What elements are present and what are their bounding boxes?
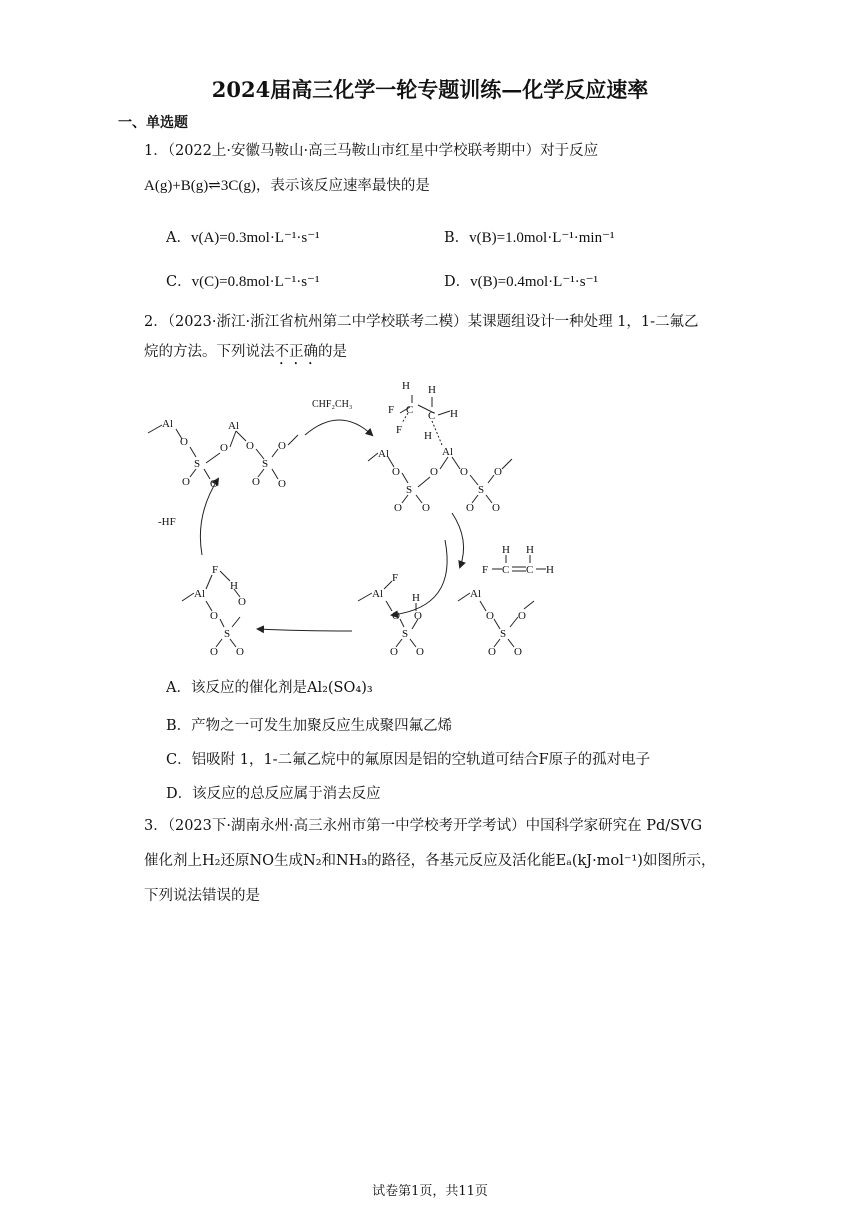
svg-text:O: O xyxy=(494,466,502,478)
option-text: v(B)=0.4mol·L⁻¹·s⁻¹ xyxy=(470,274,598,290)
q1-option-b[interactable] xyxy=(444,226,615,247)
svg-text:O: O xyxy=(246,440,254,452)
svg-text:Al: Al xyxy=(470,588,481,600)
svg-text:O: O xyxy=(236,646,244,658)
svg-text:O: O xyxy=(220,442,228,454)
option-label: A． xyxy=(166,230,191,246)
svg-text:S: S xyxy=(224,628,231,640)
option-text: 产物之一可发生加聚反应生成聚四氟乙烯 xyxy=(191,718,453,734)
svg-text:O: O xyxy=(514,646,522,658)
q2-number: 2． xyxy=(144,314,168,330)
q2-stem-line1 xyxy=(144,312,699,332)
minus-hf-label: -HF xyxy=(158,516,176,528)
svg-text:F: F xyxy=(392,572,399,584)
q1-stem-line1 xyxy=(144,141,598,161)
svg-text:Al: Al xyxy=(372,588,383,600)
svg-text:H: H xyxy=(402,380,410,392)
svg-text:O: O xyxy=(416,646,424,658)
svg-text:S: S xyxy=(402,628,409,640)
svg-text:S: S xyxy=(500,628,507,640)
q3-stem-line2: 催化剂上H₂还原NO生成N₂和NH₃的路径，各基元反应及活化能Eₐ(kJ·mol⁻¹)如图所示， xyxy=(144,853,716,869)
q2-option-c[interactable] xyxy=(166,748,650,769)
svg-text:O: O xyxy=(238,596,246,608)
q2-option-d[interactable] xyxy=(166,782,381,803)
q2-emphasis: 不正确 xyxy=(274,344,318,360)
svg-text:C: C xyxy=(526,564,534,576)
q1-reaction: A(g)+B(g)⇌3C(g) xyxy=(144,178,256,194)
svg-text:H: H xyxy=(230,580,238,592)
svg-text:O: O xyxy=(486,610,494,622)
q3-stem-line1 xyxy=(144,816,702,836)
diagram-atom-labels xyxy=(158,380,554,658)
q1-source: （2022上·安徽马鞍山·高三马鞍山市红星中学校联考期中）对于反应 xyxy=(167,143,599,159)
svg-text:H: H xyxy=(450,408,458,420)
svg-text:O: O xyxy=(278,440,286,452)
q2-stem-line2 xyxy=(144,342,347,368)
svg-text:O: O xyxy=(180,436,188,448)
svg-text:H: H xyxy=(526,544,534,556)
svg-text:O: O xyxy=(414,610,422,622)
option-label: B． xyxy=(166,718,192,734)
option-text: 该反应的催化剂是Al₂(SO₄)₃ xyxy=(190,680,373,696)
option-text: 铝吸附 1，1-二氟乙烷中的氟原因是铝的空轨道可结合F原子的孤对电子 xyxy=(191,752,651,768)
q3-number: 3． xyxy=(144,818,168,834)
catalytic-cycle-diagram xyxy=(140,375,570,660)
svg-text:O: O xyxy=(492,502,500,514)
svg-text:H: H xyxy=(546,564,554,576)
q1-number: 1． xyxy=(144,143,168,159)
svg-text:O: O xyxy=(390,646,398,658)
svg-text:O: O xyxy=(430,466,438,478)
svg-text:O: O xyxy=(460,466,468,478)
option-label: B． xyxy=(444,230,470,246)
svg-text:O: O xyxy=(466,502,474,514)
svg-text:O: O xyxy=(422,502,430,514)
svg-text:Al: Al xyxy=(442,446,453,458)
svg-text:O: O xyxy=(182,476,190,488)
svg-text:S: S xyxy=(262,458,269,470)
option-text: v(B)=1.0mol·L⁻¹·min⁻¹ xyxy=(469,230,615,246)
svg-text:H: H xyxy=(424,430,432,442)
svg-text:O: O xyxy=(210,610,218,622)
option-text: 该反应的总反应属于消去反应 xyxy=(192,786,381,802)
svg-text:F: F xyxy=(212,564,219,576)
svg-text:Al: Al xyxy=(378,448,389,460)
q1-option-d[interactable] xyxy=(444,270,598,291)
svg-text:O: O xyxy=(394,502,402,514)
svg-text:H: H xyxy=(502,544,510,556)
svg-text:O: O xyxy=(210,646,218,658)
option-text: v(C)=0.8mol·L⁻¹·s⁻¹ xyxy=(191,274,320,290)
svg-text:Al: Al xyxy=(228,420,239,432)
svg-text:H: H xyxy=(428,384,436,396)
svg-text:O: O xyxy=(210,478,218,490)
svg-text:F: F xyxy=(482,564,489,576)
q1-option-a[interactable] xyxy=(166,226,320,247)
q2-option-a[interactable] xyxy=(166,676,373,697)
svg-text:O: O xyxy=(392,466,400,478)
svg-text:F: F xyxy=(388,404,395,416)
q2-source: （2023·浙江·浙江省杭州第二中学校联考二模）某课题组设计一种处理 1，1-二氟乙 xyxy=(167,314,699,330)
q3-stem-line3: 下列说法错误的是 xyxy=(144,888,260,904)
svg-text:F: F xyxy=(396,424,403,436)
q2-stem-text: 烷的方法。下列说法 xyxy=(144,344,275,360)
svg-text:O: O xyxy=(518,610,526,622)
svg-text:O: O xyxy=(252,476,260,488)
option-label: A． xyxy=(166,680,191,696)
option-label: D． xyxy=(166,786,193,802)
svg-text:C: C xyxy=(406,404,414,416)
q2-option-b[interactable] xyxy=(166,714,452,735)
q1-stem: ，表示该反应速率最快的是 xyxy=(255,178,430,194)
option-label: D． xyxy=(444,274,471,290)
svg-text:C: C xyxy=(428,410,436,422)
svg-text:S: S xyxy=(406,484,413,496)
reagent-label: CHF₂CH₃ xyxy=(312,399,353,410)
q3-source: （2023下·湖南永州·高三永州市第一中学校考开学考试）中国科学家研究在 Pd/SVG xyxy=(167,818,703,834)
page-title: 2024届高三化学一轮专题训练—化学反应速率 xyxy=(211,77,649,102)
option-label: C． xyxy=(166,274,192,290)
svg-text:Al: Al xyxy=(194,588,205,600)
option-label: C． xyxy=(166,752,192,768)
section-heading: 一、单选题 xyxy=(118,115,188,131)
q1-stem-line2 xyxy=(144,176,430,196)
svg-text:O: O xyxy=(278,478,286,490)
svg-text:S: S xyxy=(478,484,485,496)
page-footer: 试卷第1页，共11页 xyxy=(372,1184,488,1199)
svg-text:C: C xyxy=(502,564,510,576)
svg-text:Al: Al xyxy=(162,418,173,430)
svg-text:S: S xyxy=(194,458,201,470)
option-text: v(A)=0.3mol·L⁻¹·s⁻¹ xyxy=(190,230,320,246)
svg-text:O: O xyxy=(392,610,400,622)
q1-option-c[interactable] xyxy=(166,270,319,291)
svg-text:O: O xyxy=(488,646,496,658)
q2-stem-tail: 的是 xyxy=(318,344,347,360)
svg-text:H: H xyxy=(412,592,420,604)
